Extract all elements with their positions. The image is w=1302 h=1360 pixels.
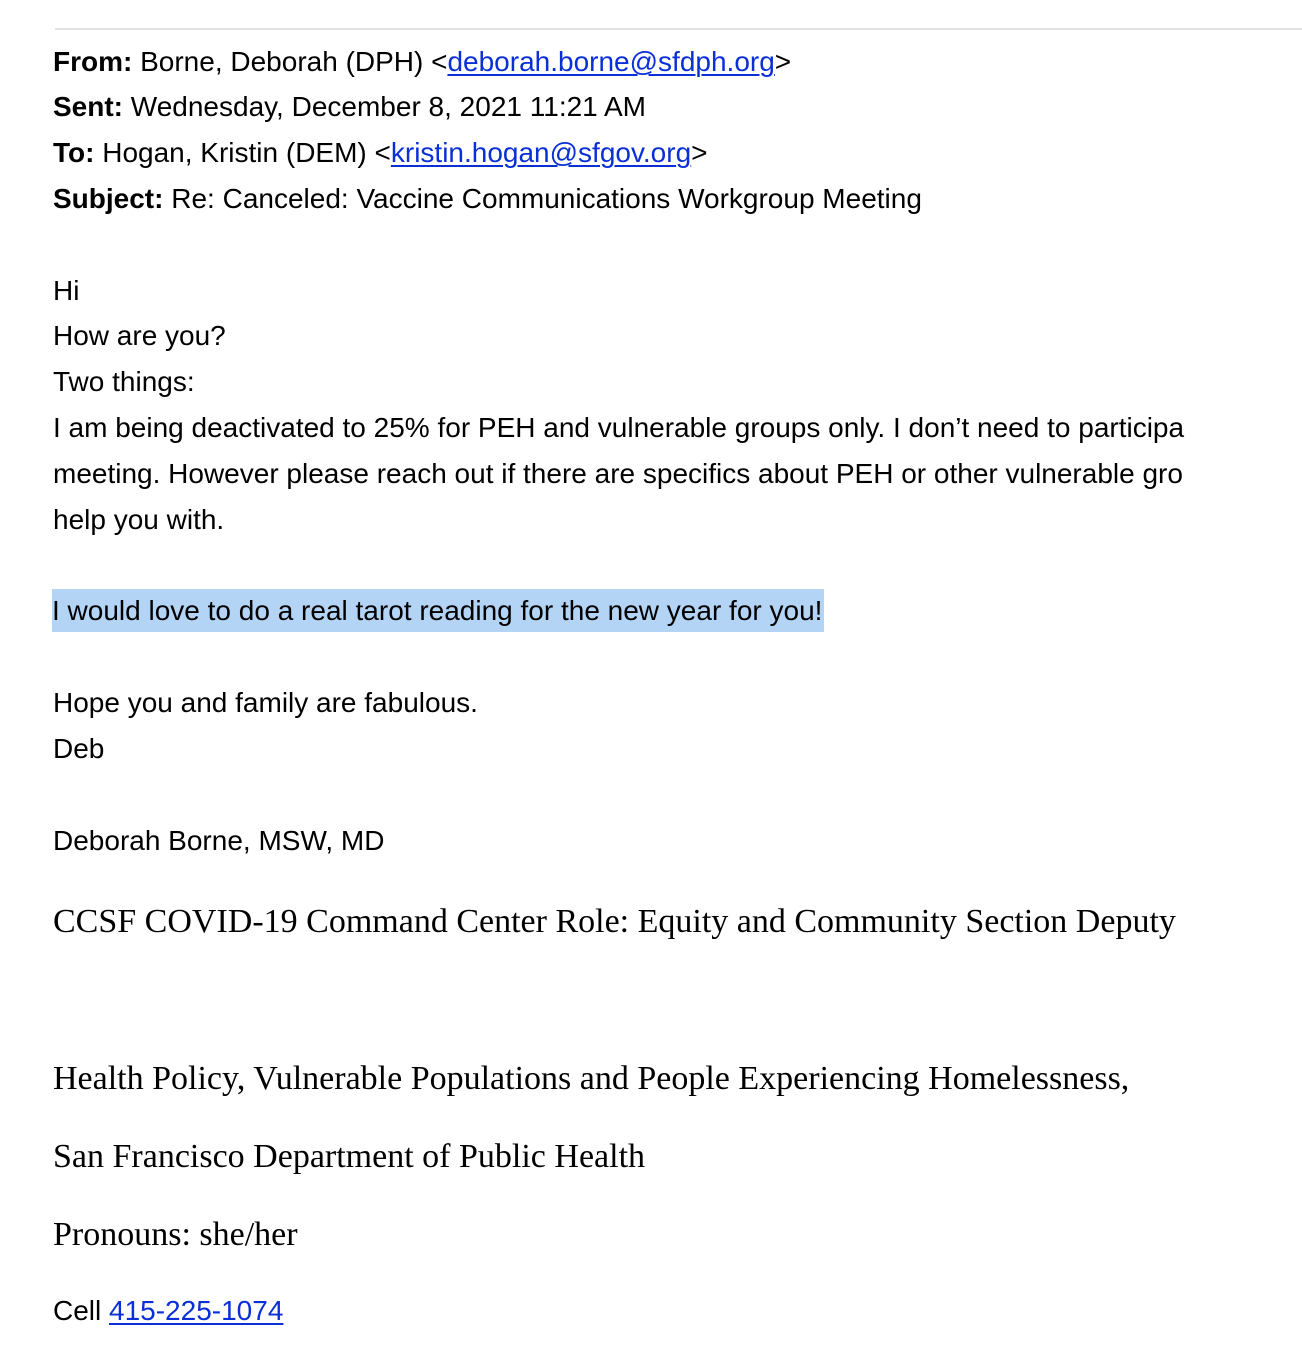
body-paragraph-line-1: I am being deactivated to 25% for PEH and vulnerable groups only. I don’t need to participa <box>53 412 1185 443</box>
from-email-link[interactable]: deborah.borne@sfdph.org <box>447 46 775 77</box>
from-label: From: <box>53 46 133 77</box>
sign-off: Deb <box>53 733 105 764</box>
signature-department-line-1: Health Policy, Vulnerable Populations and People Experiencing Homelessness, <box>53 1060 1130 1097</box>
signature-pronouns: Pronouns: she/her <box>53 1216 298 1253</box>
top-divider <box>55 28 1302 30</box>
body-paragraph-line-3: help you with. <box>53 504 225 535</box>
signature-role: CCSF COVID-19 Command Center Role: Equity and Community Section Deputy <box>53 903 1176 940</box>
highlighted-line-row <box>53 597 824 625</box>
from-name: Borne, Deborah (DPH) < <box>140 46 448 77</box>
signature-department-line-2: San Francisco Department of Public Health <box>53 1138 646 1175</box>
from-row <box>53 48 791 76</box>
subject-row <box>53 185 922 213</box>
subject-label: Subject: <box>53 183 164 214</box>
from-email-close: > <box>774 46 792 77</box>
body-line-how: How are you? <box>53 320 226 351</box>
sent-label: Sent: <box>53 91 123 122</box>
signature-cell-row <box>53 1297 283 1325</box>
signature-name: Deborah Borne, MSW, MD <box>53 825 385 856</box>
sent-row <box>53 93 646 121</box>
to-email-link[interactable]: kristin.hogan@sfgov.org <box>390 137 692 168</box>
highlighted-line[interactable]: I would love to do a real tarot reading for the new year for you! <box>52 589 824 632</box>
to-row <box>53 139 708 167</box>
body-paragraph-line-2: meeting. However please reach out if there are specifics about PEH or other vulnerable gro <box>53 458 1183 489</box>
cell-phone-link[interactable]: 415-225-1074 <box>109 1295 284 1326</box>
to-email-close: > <box>691 137 708 168</box>
to-label: To: <box>53 137 95 168</box>
subject-value: Re: Canceled: Vaccine Communications Workgroup Meeting <box>171 183 922 214</box>
body-line-two-things: Two things: <box>53 366 195 397</box>
greeting: Hi <box>53 275 80 306</box>
sent-value: Wednesday, December 8, 2021 11:21 AM <box>130 91 646 122</box>
to-name: Hogan, Kristin (DEM) < <box>102 137 391 168</box>
cell-label: Cell <box>53 1295 110 1326</box>
closing-line: Hope you and family are fabulous. <box>53 687 478 718</box>
